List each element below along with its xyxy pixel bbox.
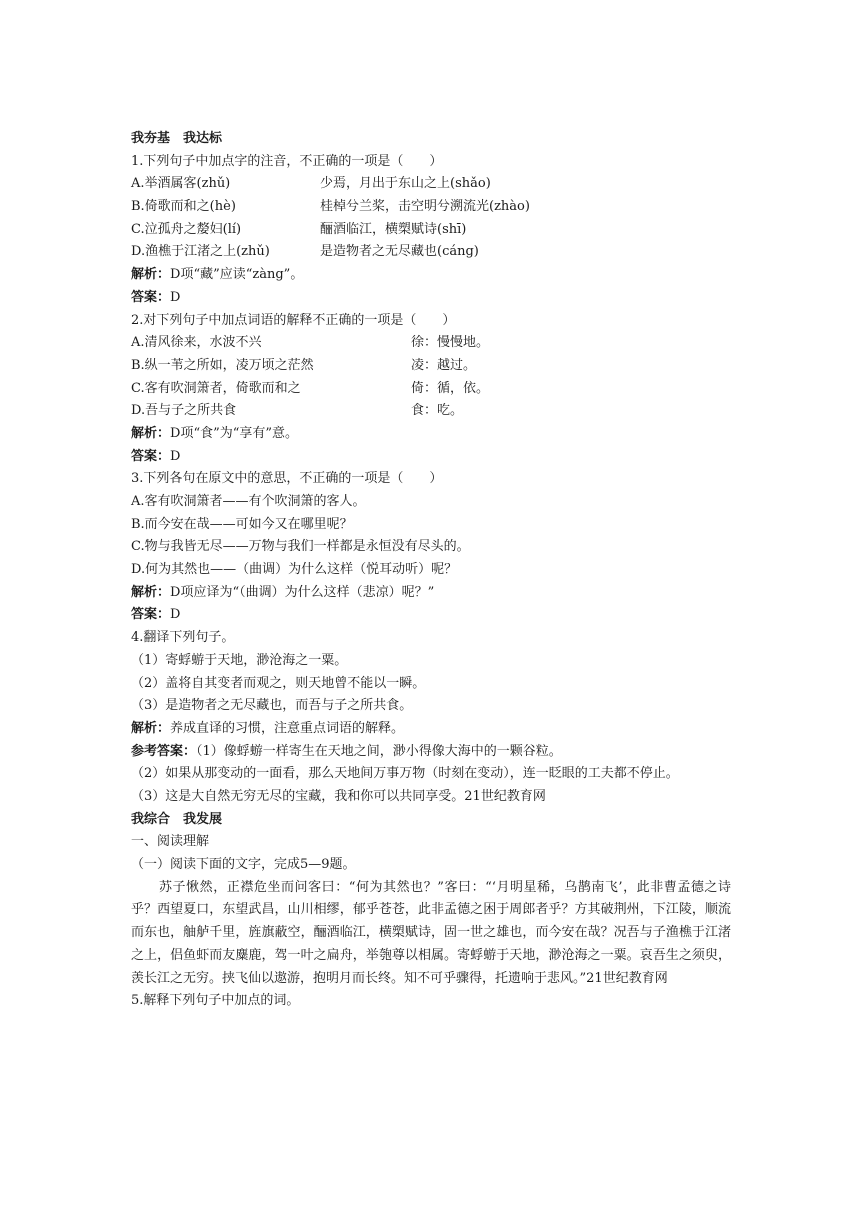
- analysis-text: 养成直译的习惯，注意重点词语的解释。: [170, 720, 405, 736]
- option-left: C.客有吹洞箫者，倚歌而和之: [131, 380, 301, 396]
- analysis-label: 解析：: [131, 425, 171, 441]
- question-3-stem: 3.下列各句在原文中的意思，不正确的一项是（ ）: [131, 471, 443, 487]
- question-4-analysis: [131, 718, 731, 741]
- analysis-text: D项应译为“（曲调）为什么这样（悲凉）呢？”: [170, 584, 435, 600]
- reference-label: 参考答案：: [131, 743, 197, 759]
- question-1-stem: 1.下列句子中加点字的注音，不正确的一项是（ ）: [131, 153, 443, 169]
- option-right: 凌：越过。: [411, 357, 477, 373]
- reading-passage: 苏子愀然，正襟危坐而问客曰：“何为其然也？”客曰：“‘月明星稀，乌鹊南飞’，此非曹孟德之诗乎？西望夏口，东望武昌，山川相缪，郁乎苍苍，此非孟德之困于周郎者乎？方其破荆州，下江陵，顺流而东也，舳舻千里，旌旗蔽空，酾酒临江，横槊赋诗，固一世之雄也，而今安在哉？况吾与子渔樵于江渚之上，侣鱼虾而友麋鹿，驾一叶之扁舟，举匏尊以相属。寄蜉蝣于天地，渺沧海之一粟。哀吾生之须臾，羡长江之无穷。挟飞仙以遨游，抱明月而长终。知不可乎骤得，托遗响于悲风。”21世纪教育网: [131, 879, 731, 986]
- question-1-analysis: [131, 264, 731, 287]
- question-3-option-c: C.物与我皆无尽——万物与我们一样都是永恒没有尽头的。: [131, 539, 470, 555]
- question-4-item-2: （2）盖将自其变者而观之，则天地曾不能以一瞬。: [131, 675, 426, 691]
- question-1-option-d: [131, 241, 731, 264]
- section-title-2: 我综合 我发展: [131, 811, 223, 827]
- question-3-option-b: B.而今安在哉——可如今又在哪里呢？: [131, 516, 353, 532]
- option-left: D.渔樵于江渚之上(zhǔ): [131, 244, 270, 260]
- section-title-1: 我夯基 我达标: [131, 131, 223, 146]
- question-2-option-d: [131, 400, 731, 423]
- option-left: B.倚歌而和之(hè): [131, 199, 236, 215]
- answer-text: D: [170, 607, 181, 623]
- answer-label: 答案：: [131, 607, 171, 623]
- question-2-analysis: [131, 423, 731, 446]
- question-1-answer: [131, 287, 731, 310]
- option-right: 桂棹兮兰桨，击空明兮溯流光(zhào): [320, 199, 530, 215]
- analysis-text: D项“藏”应读“zàng”。: [170, 267, 304, 283]
- question-4-reference-3: （3）这是大自然无穷无尽的宝藏，我和你可以共同享受。21世纪教育网: [131, 788, 546, 804]
- question-3-answer: [131, 604, 731, 627]
- answer-text: D: [170, 448, 181, 464]
- question-1-option-c: [131, 219, 731, 242]
- option-left: D.吾与子之所共食: [131, 403, 237, 419]
- option-left: A.清风徐来，水波不兴: [131, 335, 262, 351]
- option-right: 酾酒临江，横槊赋诗(shī): [320, 221, 467, 237]
- option-left: A.举酒属客(zhǔ): [131, 176, 231, 192]
- question-3-analysis: [131, 582, 731, 605]
- answer-label: 答案：: [131, 448, 171, 464]
- part-heading: 一、阅读理解: [131, 834, 210, 850]
- question-4-reference-1: [131, 741, 731, 764]
- option-right: 食：吃。: [411, 403, 464, 419]
- question-4-reference-2: （2）如果从那变动的一面看，那么天地间万事万物（时刻在变动），连一眨眼的工夫都不停止。: [131, 766, 679, 782]
- question-2-stem: 2.对下列句子中加点词语的解释不正确的一项是（ ）: [131, 312, 456, 328]
- option-right: 是造物者之无尽藏也(cáng): [320, 244, 479, 260]
- question-2-answer: [131, 446, 731, 469]
- option-right: 倚：循，依。: [411, 380, 490, 396]
- question-5-stem: 5.解释下列句子中加点的词。: [131, 993, 300, 1009]
- question-1-option-a: [131, 173, 731, 196]
- analysis-label: 解析：: [131, 584, 171, 600]
- sub-heading: （一）阅读下面的文字，完成5—9题。: [131, 857, 356, 873]
- option-left: C.泣孤舟之嫠妇(lí): [131, 221, 242, 237]
- question-4-item-3: （3）是造物者之无尽藏也，而吾与子之所共食。: [131, 698, 413, 714]
- answer-label: 答案：: [131, 289, 171, 305]
- option-right: 少焉，月出于东山之上(shǎo): [320, 176, 491, 192]
- answer-text: D: [170, 289, 181, 305]
- question-3-option-d: D.何为其然也——（曲调）为什么这样（悦耳动听）呢？: [131, 562, 458, 578]
- analysis-label: 解析：: [131, 720, 171, 736]
- question-3-option-a: A.客有吹洞箫者——有个吹洞箫的客人。: [131, 494, 366, 509]
- analysis-label: 解析：: [131, 267, 171, 283]
- question-2-option-c: [131, 378, 731, 401]
- option-left: B.纵一苇之所如，凌万顷之茫然: [131, 357, 314, 373]
- question-2-option-b: [131, 355, 731, 378]
- question-4-item-1: （1）寄蜉蝣于天地，渺沧海之一粟。: [131, 652, 348, 668]
- question-1-option-b: [131, 196, 731, 219]
- reference-text: （1）像蜉蝣一样寄生在天地之间，渺小得像大海中的一颗谷粒。: [196, 743, 562, 759]
- question-2-option-a: [131, 332, 731, 355]
- question-4-stem: 4.翻译下列句子。: [131, 630, 235, 646]
- analysis-text: D项“食”为“享有”意。: [170, 425, 299, 441]
- document-content: [131, 128, 731, 1013]
- option-right: 徐：慢慢地。: [411, 335, 490, 351]
